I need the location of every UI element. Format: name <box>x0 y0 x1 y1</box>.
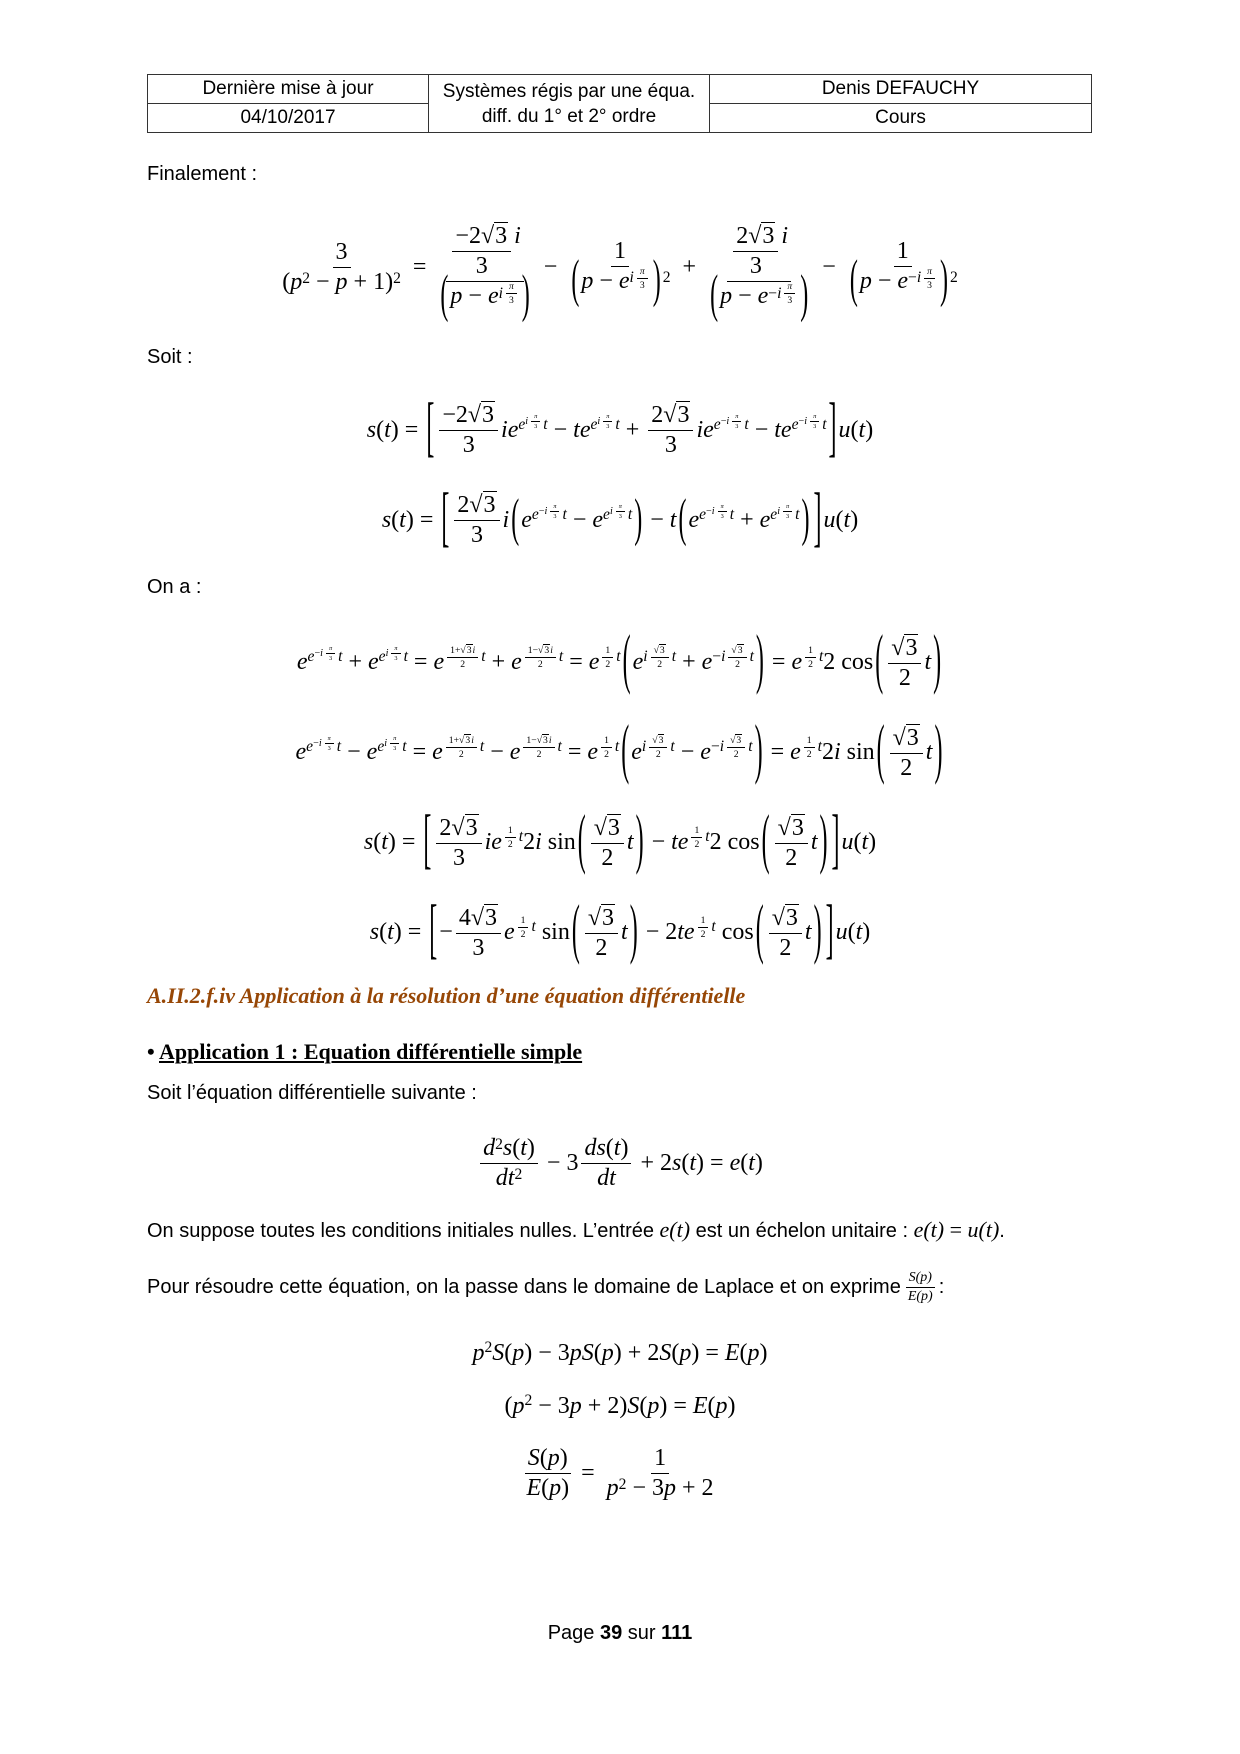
equation-s-t-trig: s ( t ) = [ 2 √ 3 3 ie $\frac{1}{2}$ t 2 i sin ( √ 3 2 t ) − te $\frac{1}{2}$ t 2 cos ( √ 3 2 t ) ] u ( t ) <box>363 804 877 878</box>
application-title <box>147 1039 582 1065</box>
equation-differential: d 2 s ( t ) dt 2 − 3 ds ( t ) dt + 2 s ( t ) = e ( t ) <box>0 1128 1240 1198</box>
equation-s-t-expanded: s ( t ) = [ −2 √ 3 3 ie e i $\frac{\pi}{3}$ t − te e i $\frac{\pi}{3}$ t + 2 √ 3 3 ie e − i $\frac{\pi}{3}$ t − te e − i $\frac{\pi}{3}$ t ] u ( t ) <box>366 392 874 465</box>
paragraph-soit: Soit : <box>147 346 193 368</box>
page-number: 39 <box>599 1622 623 1644</box>
of-label: sur <box>627 1622 656 1644</box>
equation-partial-fractions <box>0 212 1240 325</box>
equation-transfer-function: S ( p ) E ( p ) = 1 p 2 − 3 p + 2 <box>526 1444 714 1501</box>
last-update-label: Dernière mise à jour <box>148 75 429 104</box>
update-date: 04/10/2017 <box>148 104 429 133</box>
title-line-1: Systèmes régis par une équa. <box>442 80 696 102</box>
equation-s-t-grouped: s ( t ) = [ 2 √ 3 3 i ( e e − i $\frac{\pi}{3}$ t − e e i $\frac{\pi}{3}$ t ) − t ( e e − i $\frac{\pi}{3}$ t + e e i $\frac{\pi}{3}$ t ) ] u ( t ) <box>381 482 859 555</box>
bullet-icon: • <box>147 1039 155 1064</box>
page-label: Page <box>547 1622 595 1644</box>
equation-sum-exponentials: e e − i $\frac{\pi}{3}$ t + e e i $\frac{\pi}{3}$ t = e 1+ √ 3 i 2 t + e 1− √ 3 i 2 t = e $\frac{1}{2}$ t ( e i √ 3 2 t + e − i √ 3 2 t ) = e $\frac{1}{2}$ t 2 cos ( √ 3 2 t ) <box>296 624 942 698</box>
document-header-table <box>147 74 1092 133</box>
section-heading: A.II.2.f.iv Application à la résolution d’une équation différentielle <box>147 983 746 1008</box>
page-footer <box>0 1622 1240 1645</box>
paragraph-suppose: On suppose toutes les conditions initiales nulles. L’entrée e(t) est un échelon unitaire : e(t) = u(t). <box>147 1217 1005 1242</box>
equation-s-t-final: s ( t ) = [ − 4 √ 3 3 e $\frac{1}{2}$ t sin ( √ 3 2 t ) − 2 te $\frac{1}{2}$ t cos ( √ 3 2 t ) ] u ( t ) <box>369 894 871 968</box>
eq-render: 3 ( p 2 − p + 1) 2 = −2 √ 3 3 i ( p − e i $\frac{\pi}{3}$ ) − 1 ( p − e i $\frac{\pi}{3}$ ) 2 + 2 √ 3 3 i ( p − e − i $\frac{\pi}{3}$ ) − 1 ( p − e − i $\frac{\pi}{3}$ ) 2 <box>282 223 958 325</box>
total-pages: 111 <box>661 1622 693 1644</box>
document-type: Cours <box>710 104 1092 133</box>
equation-difference-exponentials: e e − i $\frac{\pi}{3}$ t − e e i $\frac{\pi}{3}$ t = e 1+ √ 3 i 2 t − e 1− √ 3 i 2 t = e $\frac{1}{2}$ t ( e i √ 3 2 t − e − i √ 3 2 t ) = e $\frac{1}{2}$ t 2 i sin ( √ 3 2 t ) <box>295 714 943 788</box>
paragraph-finalement: Finalement : <box>147 163 258 185</box>
equation-laplace-1: p 2 S ( p ) − 3 pS ( p ) + 2 S ( p ) = E ( p ) <box>472 1338 768 1366</box>
title-line-2: diff. du 1° et 2° ordre <box>481 105 657 127</box>
paragraph-soit-equation: Soit l’équation différentielle suivante : <box>147 1082 477 1104</box>
application-title-text: Application 1 : Equation différentielle simple <box>159 1039 583 1064</box>
document-title <box>429 75 710 133</box>
equation-laplace-2: ( p 2 − 3 p + 2) S ( p ) = E ( p ) <box>504 1391 736 1419</box>
paragraph-pour-resoudre: Pour résoudre cette équation, on la passe dans le domaine de Laplace et on exprime $\frac{S(p)}{E(p)}$ : <box>147 1270 945 1304</box>
author: Denis DEFAUCHY <box>710 75 1092 104</box>
paragraph-on-a: On a : <box>147 576 202 598</box>
